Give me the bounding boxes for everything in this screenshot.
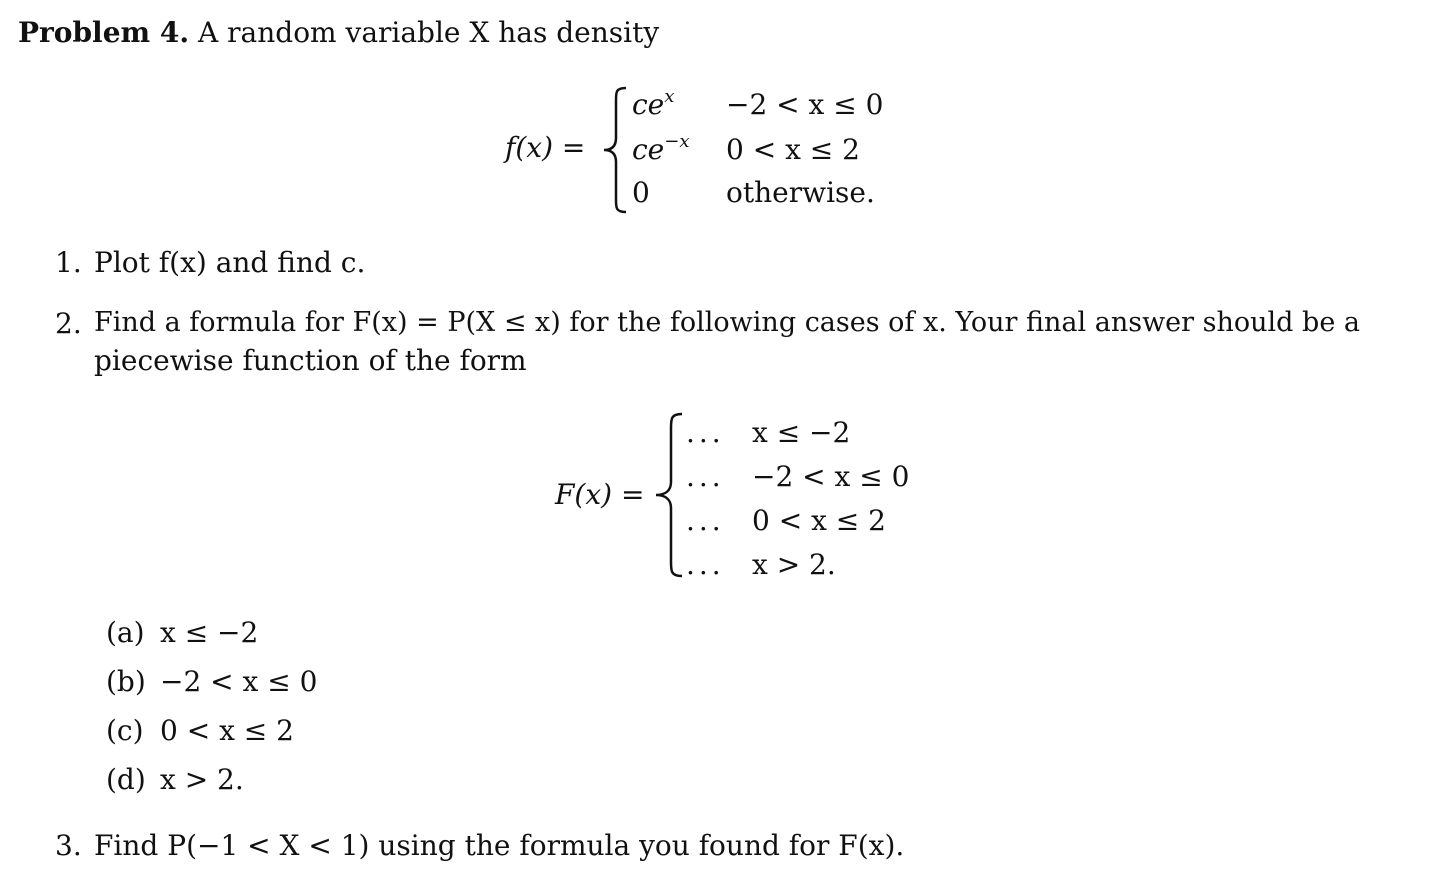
case-b-text: −2 < x ≤ 0	[160, 665, 318, 698]
cdf-row-2-cond: −2 < x ≤ 0	[752, 460, 910, 493]
case-c-text: 0 < x ≤ 2	[160, 714, 294, 747]
density-brace	[600, 86, 630, 214]
density-row-1-cond: −2 < x ≤ 0	[726, 88, 884, 121]
density-lhs: f(x) =	[505, 131, 586, 164]
item-3-text: Find P(−1 < X < 1) using the formula you found for F(x).	[94, 829, 905, 862]
item-2-text-continued: piecewise function of the form	[94, 344, 527, 377]
density-row-2-expr: $ce^{-x}$	[632, 131, 690, 166]
case-d-text: x > 2.	[160, 763, 244, 796]
cdf-row-1-cond: x ≤ −2	[752, 416, 851, 449]
cdf-row-3-cond: 0 < x ≤ 2	[752, 504, 886, 537]
item-2-number: 2.	[55, 307, 82, 340]
case-c-label: (c)	[106, 714, 144, 747]
cdf-row-2-expr: ...	[686, 460, 725, 493]
cdf-row-3-expr: ...	[686, 504, 725, 537]
cdf-row-4-expr: ...	[686, 548, 725, 581]
density-row-2-cond: 0 < x ≤ 2	[726, 133, 860, 166]
item-2-text: Find a formula for F(x) = P(X ≤ x) for the following cases of x. Your final answer should be a	[94, 307, 1360, 338]
cdf-row-4-cond: x > 2.	[752, 548, 836, 581]
case-a-label: (a)	[106, 616, 145, 649]
density-row-3-cond: otherwise.	[726, 176, 875, 209]
cdf-row-1-expr: ...	[686, 416, 725, 449]
density-row-3-expr: 0	[632, 176, 650, 209]
item-3-number: 3.	[55, 829, 82, 862]
item-1-number: 1.	[55, 246, 82, 279]
problem-text: A random variable X has density	[198, 16, 660, 49]
density-row-1-expr: $ce^x$	[632, 86, 675, 121]
case-b-label: (b)	[106, 665, 146, 698]
problem-label: Problem 4.	[18, 16, 190, 49]
case-d-label: (d)	[106, 763, 146, 796]
item-1-text: Plot f(x) and find c.	[94, 246, 366, 279]
problem-heading	[18, 16, 659, 49]
case-a-text: x ≤ −2	[160, 616, 259, 649]
cdf-lhs: F(x) =	[555, 478, 645, 511]
cdf-brace	[652, 412, 686, 578]
